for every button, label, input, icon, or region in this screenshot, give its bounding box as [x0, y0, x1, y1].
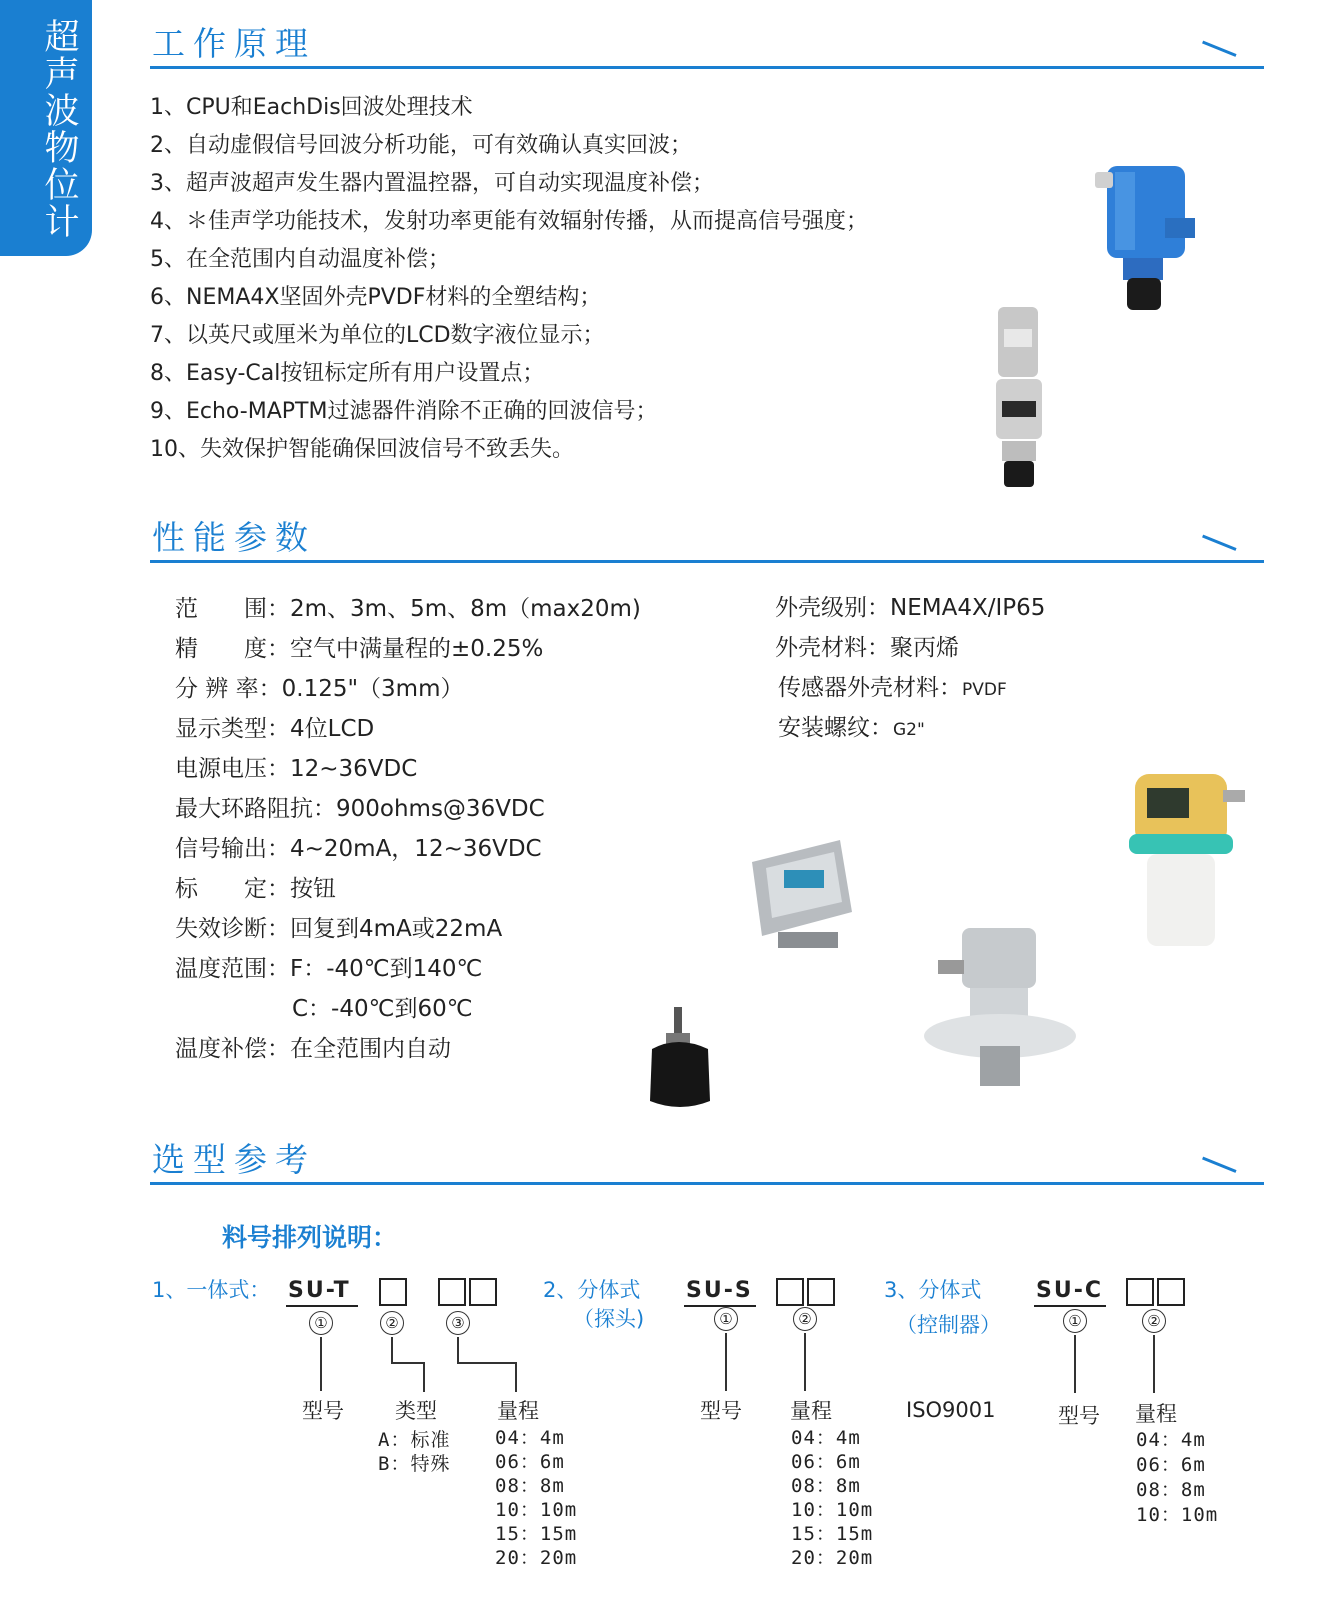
side-tab-label: 超声波物位计 [44, 18, 80, 243]
list-item: 4、＊佳声学功能技术，发射功率更能有效辐射传播，从而提高信号强度； [150, 209, 868, 234]
digit-box [1157, 1278, 1185, 1306]
type3-model-label: 型号 [1058, 1404, 1100, 1428]
principle-list [150, 89, 868, 469]
callout-1: ① [1063, 1309, 1087, 1333]
list-item: 2、自动虚假信号回波分析功能，可有效确认真实回波； [150, 133, 692, 158]
spec-row: 安装螺纹：G2" [778, 715, 925, 741]
type2-range-list: 04：4m 06：6m 08：8m 10：10m 15：15m 20：20m [791, 1427, 874, 1569]
digit-box [776, 1278, 804, 1306]
section-divider [150, 1182, 1264, 1185]
divider-tick [1202, 1157, 1237, 1173]
section-divider [150, 66, 1264, 69]
type3-sublabel: （控制器） [896, 1313, 1001, 1337]
spec-row: 显示类型：4位LCD [175, 716, 375, 742]
spec-row: 温度补偿：在全范围内自动 [175, 1036, 451, 1062]
product-photo-flange-meter [920, 920, 1100, 1100]
type1-label: 1、一体式： [152, 1278, 271, 1302]
type1-type-label: 类型 [395, 1399, 437, 1423]
leader-line [1153, 1335, 1155, 1393]
side-category-tab [0, 0, 92, 256]
type3-code: SU-C [1036, 1278, 1103, 1303]
spec-row: 电源电压：12~36VDC [175, 756, 418, 782]
digit-box [438, 1278, 466, 1306]
code-underline [1034, 1305, 1106, 1307]
spec-row: 最大环路阻抗：900ohms@36VDC [175, 796, 545, 822]
spec-row: 标 定：按钮 [175, 876, 336, 902]
section-divider [150, 560, 1264, 563]
digit-box [1126, 1278, 1154, 1306]
code-underline [684, 1305, 756, 1307]
type3-code-boxes [1126, 1278, 1188, 1306]
leader-line [1074, 1335, 1076, 1393]
callout-2: ② [1142, 1309, 1166, 1333]
type1-range-list: 04：4m 06：6m 08：8m 10：10m 15：15m 20：20m [495, 1427, 578, 1569]
product-photo-integrated-meter [990, 305, 1060, 495]
spec-row: 失效诊断：回复到4mA或22mA [175, 916, 503, 942]
type1-model-label: 型号 [302, 1399, 344, 1423]
callout-3: ③ [446, 1311, 470, 1335]
digit-box [379, 1278, 407, 1306]
part-number-heading: 料号排列说明： [222, 1223, 398, 1252]
list-item: 3、超声波超声发生器内置温控器，可自动实现温度补偿； [150, 171, 714, 196]
callout-2: ② [793, 1307, 817, 1331]
list-item: 1、CPU和EachDis回波处理技术 [150, 95, 473, 120]
type3-range-label: 量程 [1135, 1402, 1177, 1426]
spec-row: 外壳级别：NEMA4X/IP65 [775, 595, 1046, 621]
type1-type-options: A：标准 B：特殊 [378, 1429, 451, 1475]
section-title-principle: 工作原理 [152, 24, 316, 63]
leader-line [457, 1362, 516, 1364]
digit-box [807, 1278, 835, 1306]
type2-code: SU-S [686, 1278, 753, 1303]
list-item: 9、Echo-MAPTM过滤器件消除不正确的回波信号； [150, 399, 658, 424]
list-item: 10、失效保护智能确保回波信号不致丢失。 [150, 437, 574, 462]
callout-1: ① [309, 1311, 333, 1335]
type2-label: 2、分体式 [543, 1278, 641, 1302]
type2-model-label: 型号 [700, 1399, 742, 1423]
iso-certification: ISO9001 [906, 1398, 996, 1422]
product-photo-white-sensor [1125, 770, 1265, 955]
leader-line [457, 1337, 459, 1363]
spec-row: 信号输出：4~20mA，12~36VDC [175, 836, 542, 862]
list-item: 8、Easy-Cal按钮标定所有用户设置点； [150, 361, 545, 386]
leader-line [423, 1362, 425, 1392]
section-title-selection: 选型参考 [152, 1140, 316, 1179]
spec-row: 分 辨 率：0.125"（3mm） [175, 676, 464, 702]
code-underline [286, 1305, 358, 1307]
type2-range-label: 量程 [790, 1399, 832, 1423]
product-photo-wall-controller [748, 832, 878, 962]
spec-row: C：-40℃到60℃ [292, 996, 473, 1022]
spec-row: 温度范围：F：-40℃到140℃ [175, 956, 483, 982]
leader-line [515, 1362, 517, 1392]
digit-box [469, 1278, 497, 1306]
product-photo-probe [640, 1005, 730, 1115]
divider-tick [1202, 535, 1237, 551]
type1-range-label: 量程 [497, 1399, 539, 1423]
list-item: 7、以英尺或厘米为单位的LCD数字液位显示； [150, 323, 605, 348]
spec-row: 精 度：空气中满量程的±0.25% [175, 636, 544, 662]
type2-code-boxes [776, 1278, 838, 1306]
type1-code: SU-T [288, 1278, 351, 1303]
type1-code-boxes [379, 1278, 500, 1306]
leader-line [725, 1333, 727, 1391]
leader-line [391, 1337, 393, 1363]
callout-2: ② [380, 1311, 404, 1335]
leader-line [804, 1333, 806, 1391]
divider-tick [1202, 41, 1237, 57]
list-item: 5、在全范围内自动温度补偿； [150, 247, 450, 272]
spec-row: 范 围：2m、3m、5m、8m（max20m) [175, 596, 641, 622]
type3-label: 3、分体式 [884, 1278, 982, 1302]
leader-line [391, 1362, 424, 1364]
spec-row: 外壳材料：聚丙烯 [775, 635, 959, 661]
type2-sublabel: （探头) [573, 1307, 645, 1331]
section-title-performance: 性能参数 [152, 518, 316, 557]
product-photo-blue-transmitter [1095, 158, 1215, 318]
list-item: 6、NEMA4X坚固外壳PVDF材料的全塑结构； [150, 285, 602, 310]
leader-line [320, 1337, 322, 1391]
callout-1: ① [714, 1307, 738, 1331]
type3-range-list: 04：4m 06：6m 08：8m 10：10m [1136, 1429, 1219, 1526]
spec-row: 传感器外壳材料：PVDF [778, 675, 1007, 701]
